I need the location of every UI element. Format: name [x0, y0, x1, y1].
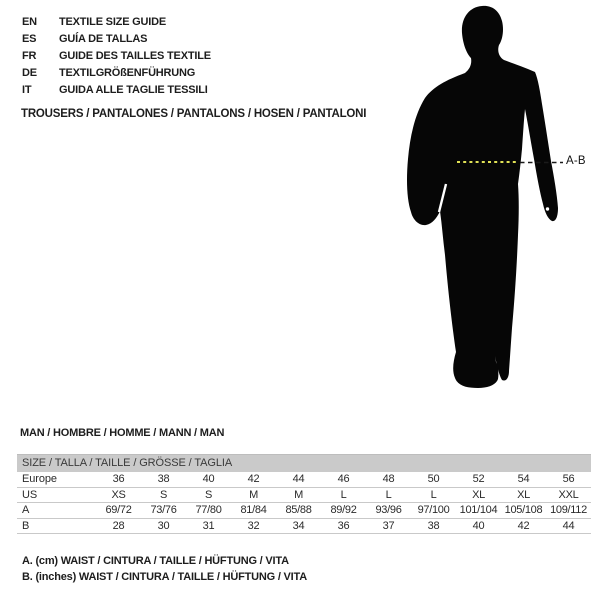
language-code: FR: [22, 49, 37, 62]
size-cell: L: [385, 488, 392, 501]
language-label: TEXTILGRÖßENFÜHRUNG: [59, 66, 196, 79]
man-silhouette: [395, 0, 600, 400]
size-cell: 32: [247, 519, 260, 532]
category-title: TROUSERS / PANTALONES / PANTALONS / HOSEN / PANTALONI: [21, 108, 367, 120]
table-row: [17, 503, 591, 519]
language-list: [22, 13, 211, 98]
size-cell: 31: [202, 519, 215, 532]
size-cell: 42: [247, 473, 260, 486]
size-cell: XXL: [558, 488, 579, 501]
size-cell: XL: [472, 488, 485, 501]
gender-title: MAN / HOMBRE / HOMME / MANN / MAN: [20, 427, 225, 439]
size-cell: 37: [382, 519, 395, 532]
notes-list: [22, 553, 307, 585]
thumb-gap: [546, 207, 549, 210]
size-cell: 52: [472, 473, 485, 486]
language-row: [22, 81, 211, 98]
language-label: TEXTILE SIZE GUIDE: [59, 15, 167, 28]
language-row: [22, 47, 211, 64]
size-cell: L: [430, 488, 437, 501]
language-label: GUÍA DE TALLAS: [59, 32, 148, 45]
size-cell: 85/88: [285, 504, 312, 517]
table-row: [17, 488, 591, 504]
size-cell: M: [249, 488, 258, 501]
size-cell: 77/80: [195, 504, 222, 517]
language-code: DE: [22, 66, 37, 79]
row-label: Europe: [22, 473, 57, 486]
size-cell: 97/100: [417, 504, 450, 517]
size-cell: 69/72: [105, 504, 132, 517]
language-code: ES: [22, 32, 37, 45]
size-table-rows: [17, 472, 591, 534]
table-row: [17, 472, 591, 488]
note-line: A. (cm) WAIST / CINTURA / TAILLE / HÜFTUNG / VITA: [22, 555, 289, 567]
size-table-header: SIZE / TALLA / TAILLE / GRÖSSE / TAGLIA: [17, 454, 591, 472]
language-row: [22, 30, 211, 47]
size-cell: 40: [202, 473, 215, 486]
man-silhouette-body: [407, 6, 558, 388]
row-label: A: [22, 504, 30, 517]
size-cell: 34: [292, 519, 305, 532]
size-cell: 42: [517, 519, 530, 532]
size-cell: 44: [562, 519, 575, 532]
size-cell: XL: [517, 488, 530, 501]
size-cell: 101/104: [459, 504, 498, 517]
table-row: [17, 519, 591, 535]
size-cell: M: [294, 488, 303, 501]
size-cell: S: [204, 488, 213, 501]
size-cell: 36: [337, 519, 350, 532]
size-cell: 89/92: [330, 504, 357, 517]
size-cell: 46: [337, 473, 350, 486]
size-cell: 38: [427, 519, 440, 532]
size-cell: XS: [111, 488, 126, 501]
size-cell: 54: [517, 473, 530, 486]
size-cell: 28: [112, 519, 125, 532]
language-code: EN: [22, 15, 37, 28]
size-cell: 36: [112, 473, 125, 486]
row-label: US: [22, 488, 38, 501]
waist-measure-label: A-B: [566, 155, 586, 167]
language-label: GUIDE DES TAILLES TEXTILE: [59, 49, 211, 62]
size-cell: 40: [472, 519, 485, 532]
man-silhouette-figure: [395, 0, 600, 400]
size-cell: 93/96: [375, 504, 402, 517]
size-cell: 38: [157, 473, 170, 486]
row-label: B: [22, 519, 30, 532]
size-cell: S: [159, 488, 168, 501]
language-row: [22, 13, 211, 30]
size-cell: 30: [157, 519, 170, 532]
size-cell: 81/84: [240, 504, 267, 517]
size-cell: 44: [292, 473, 305, 486]
language-label: GUIDA ALLE TAGLIE TESSILI: [59, 83, 208, 96]
size-cell: 73/76: [150, 504, 177, 517]
size-cell: 48: [382, 473, 395, 486]
size-table: [17, 454, 591, 534]
size-cell: L: [340, 488, 347, 501]
size-cell: 50: [427, 473, 440, 486]
size-cell: 105/108: [504, 504, 543, 517]
language-code: IT: [22, 83, 32, 96]
note-line: B. (inches) WAIST / CINTURA / TAILLE / HÜFTUNG / VITA: [22, 571, 307, 583]
size-cell: 109/112: [550, 504, 587, 517]
size-cell: 56: [562, 473, 575, 486]
language-row: [22, 64, 211, 81]
